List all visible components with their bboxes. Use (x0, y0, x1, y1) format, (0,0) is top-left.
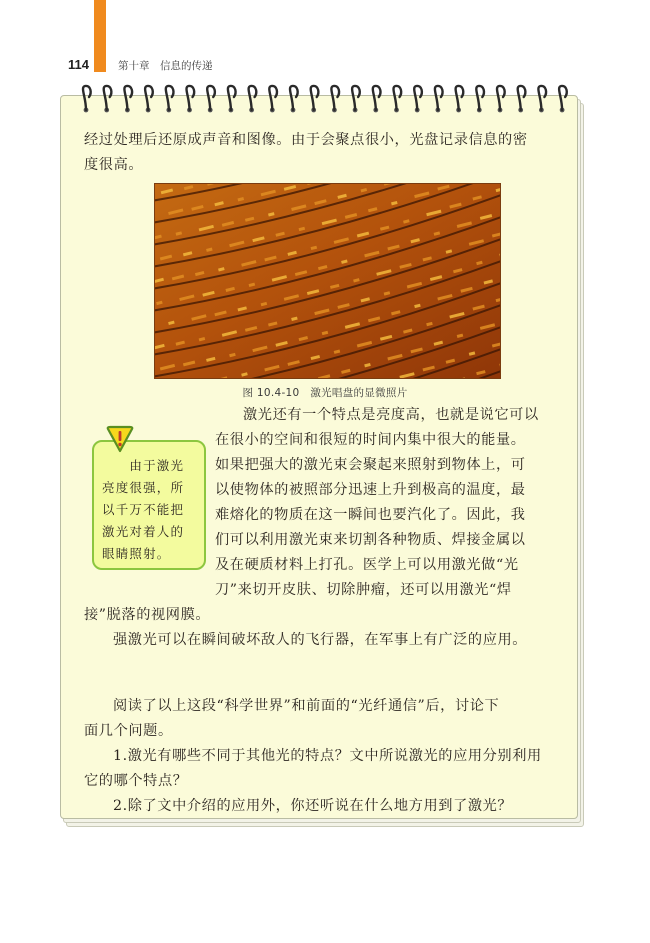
spiral-ring (518, 86, 526, 112)
safety-note-text (102, 455, 200, 565)
spiral-ring (104, 86, 112, 112)
paragraph-line: 激光还有一个特点是亮度高，也就是说它可以 (243, 407, 539, 423)
spiral-ring (352, 86, 360, 112)
spiral-ring (435, 86, 443, 112)
spiral-ring (269, 86, 277, 112)
discussion-line-1: 阅读了以上这段“科学世界”和前面的“光纤通信”后，讨论下 (113, 698, 500, 714)
chapter-color-tab (94, 0, 106, 72)
spiral-ring (249, 86, 257, 112)
spiral-ring (311, 86, 319, 112)
note-line: 激光对着人的 (102, 524, 185, 539)
spiral-ring (414, 86, 422, 112)
spiral-ring (476, 86, 484, 112)
figure-caption: 图 10.4-10 激光唱盘的显微照片 (242, 387, 408, 399)
note-line: 以千万不能把 (102, 502, 185, 517)
spiral-ring (83, 86, 91, 112)
spiral-ring (456, 86, 464, 112)
laser-disc-micrograph (154, 183, 501, 379)
spiral-ring (394, 86, 402, 112)
paragraph-line: 难熔化的物质在这一瞬间也要汽化了。因此，我 (215, 507, 526, 523)
question-1-line-2: 它的哪个特点？ (84, 773, 188, 789)
spiral-ring (538, 86, 546, 112)
chapter-title: 第十章 信息的传递 (118, 60, 213, 72)
spiral-binding (72, 83, 577, 119)
question-1-line-1: 1.激光有哪些不同于其他光的特点？文中所说激光的应用分别利用 (113, 748, 542, 764)
page-number: 114 (68, 57, 89, 72)
paragraph-line: 如果把强大的激光束会聚起来照射到物体上，可 (215, 457, 526, 473)
paragraph-line: 在很小的空间和很短的时间内集中很大的能量。 (215, 432, 526, 448)
question-2: 2.除了文中介绍的应用外，你还听说在什么地方用到了激光？ (113, 798, 513, 814)
spiral-ring (207, 86, 215, 112)
spiral-ring (290, 86, 298, 112)
spiral-ring (373, 86, 381, 112)
note-line: 由于激光 (102, 458, 185, 473)
paragraph-line: 以使物体的被照部分迅速上升到极高的温度，最 (215, 482, 526, 498)
paragraph-line: 接”脱落的视网膜。 (84, 607, 211, 623)
paragraph-line: 及在硬质材料上打孔。医学上可以用激光做“光 (215, 557, 519, 573)
spiral-ring (166, 86, 174, 112)
spiral-ring (331, 86, 339, 112)
spiral-ring (145, 86, 153, 112)
intro-line-2: 度很高。 (84, 157, 144, 173)
discussion-line-2: 面几个问题。 (84, 723, 173, 739)
spiral-ring (228, 86, 236, 112)
intro-line-1: 经过处理后还原成声音和图像。由于会聚点很小，光盘记录信息的密 (84, 132, 528, 148)
spiral-ring (124, 86, 132, 112)
spiral-ring (559, 86, 567, 112)
spiral-ring (497, 86, 505, 112)
spiral-ring (187, 86, 195, 112)
paragraph-line: 刀”来切开皮肤、切除肿瘤，还可以用激光“焊 (215, 582, 512, 598)
paragraph-line: 们可以利用激光束来切割各种物质、焊接金属以 (215, 532, 526, 548)
note-line: 亮度很强，所 (102, 480, 185, 495)
paragraph-military: 强激光可以在瞬间破坏敌人的飞行器，在军事上有广泛的应用。 (113, 632, 528, 648)
note-line: 眼睛照射。 (102, 546, 171, 561)
warning-icon (105, 424, 135, 454)
